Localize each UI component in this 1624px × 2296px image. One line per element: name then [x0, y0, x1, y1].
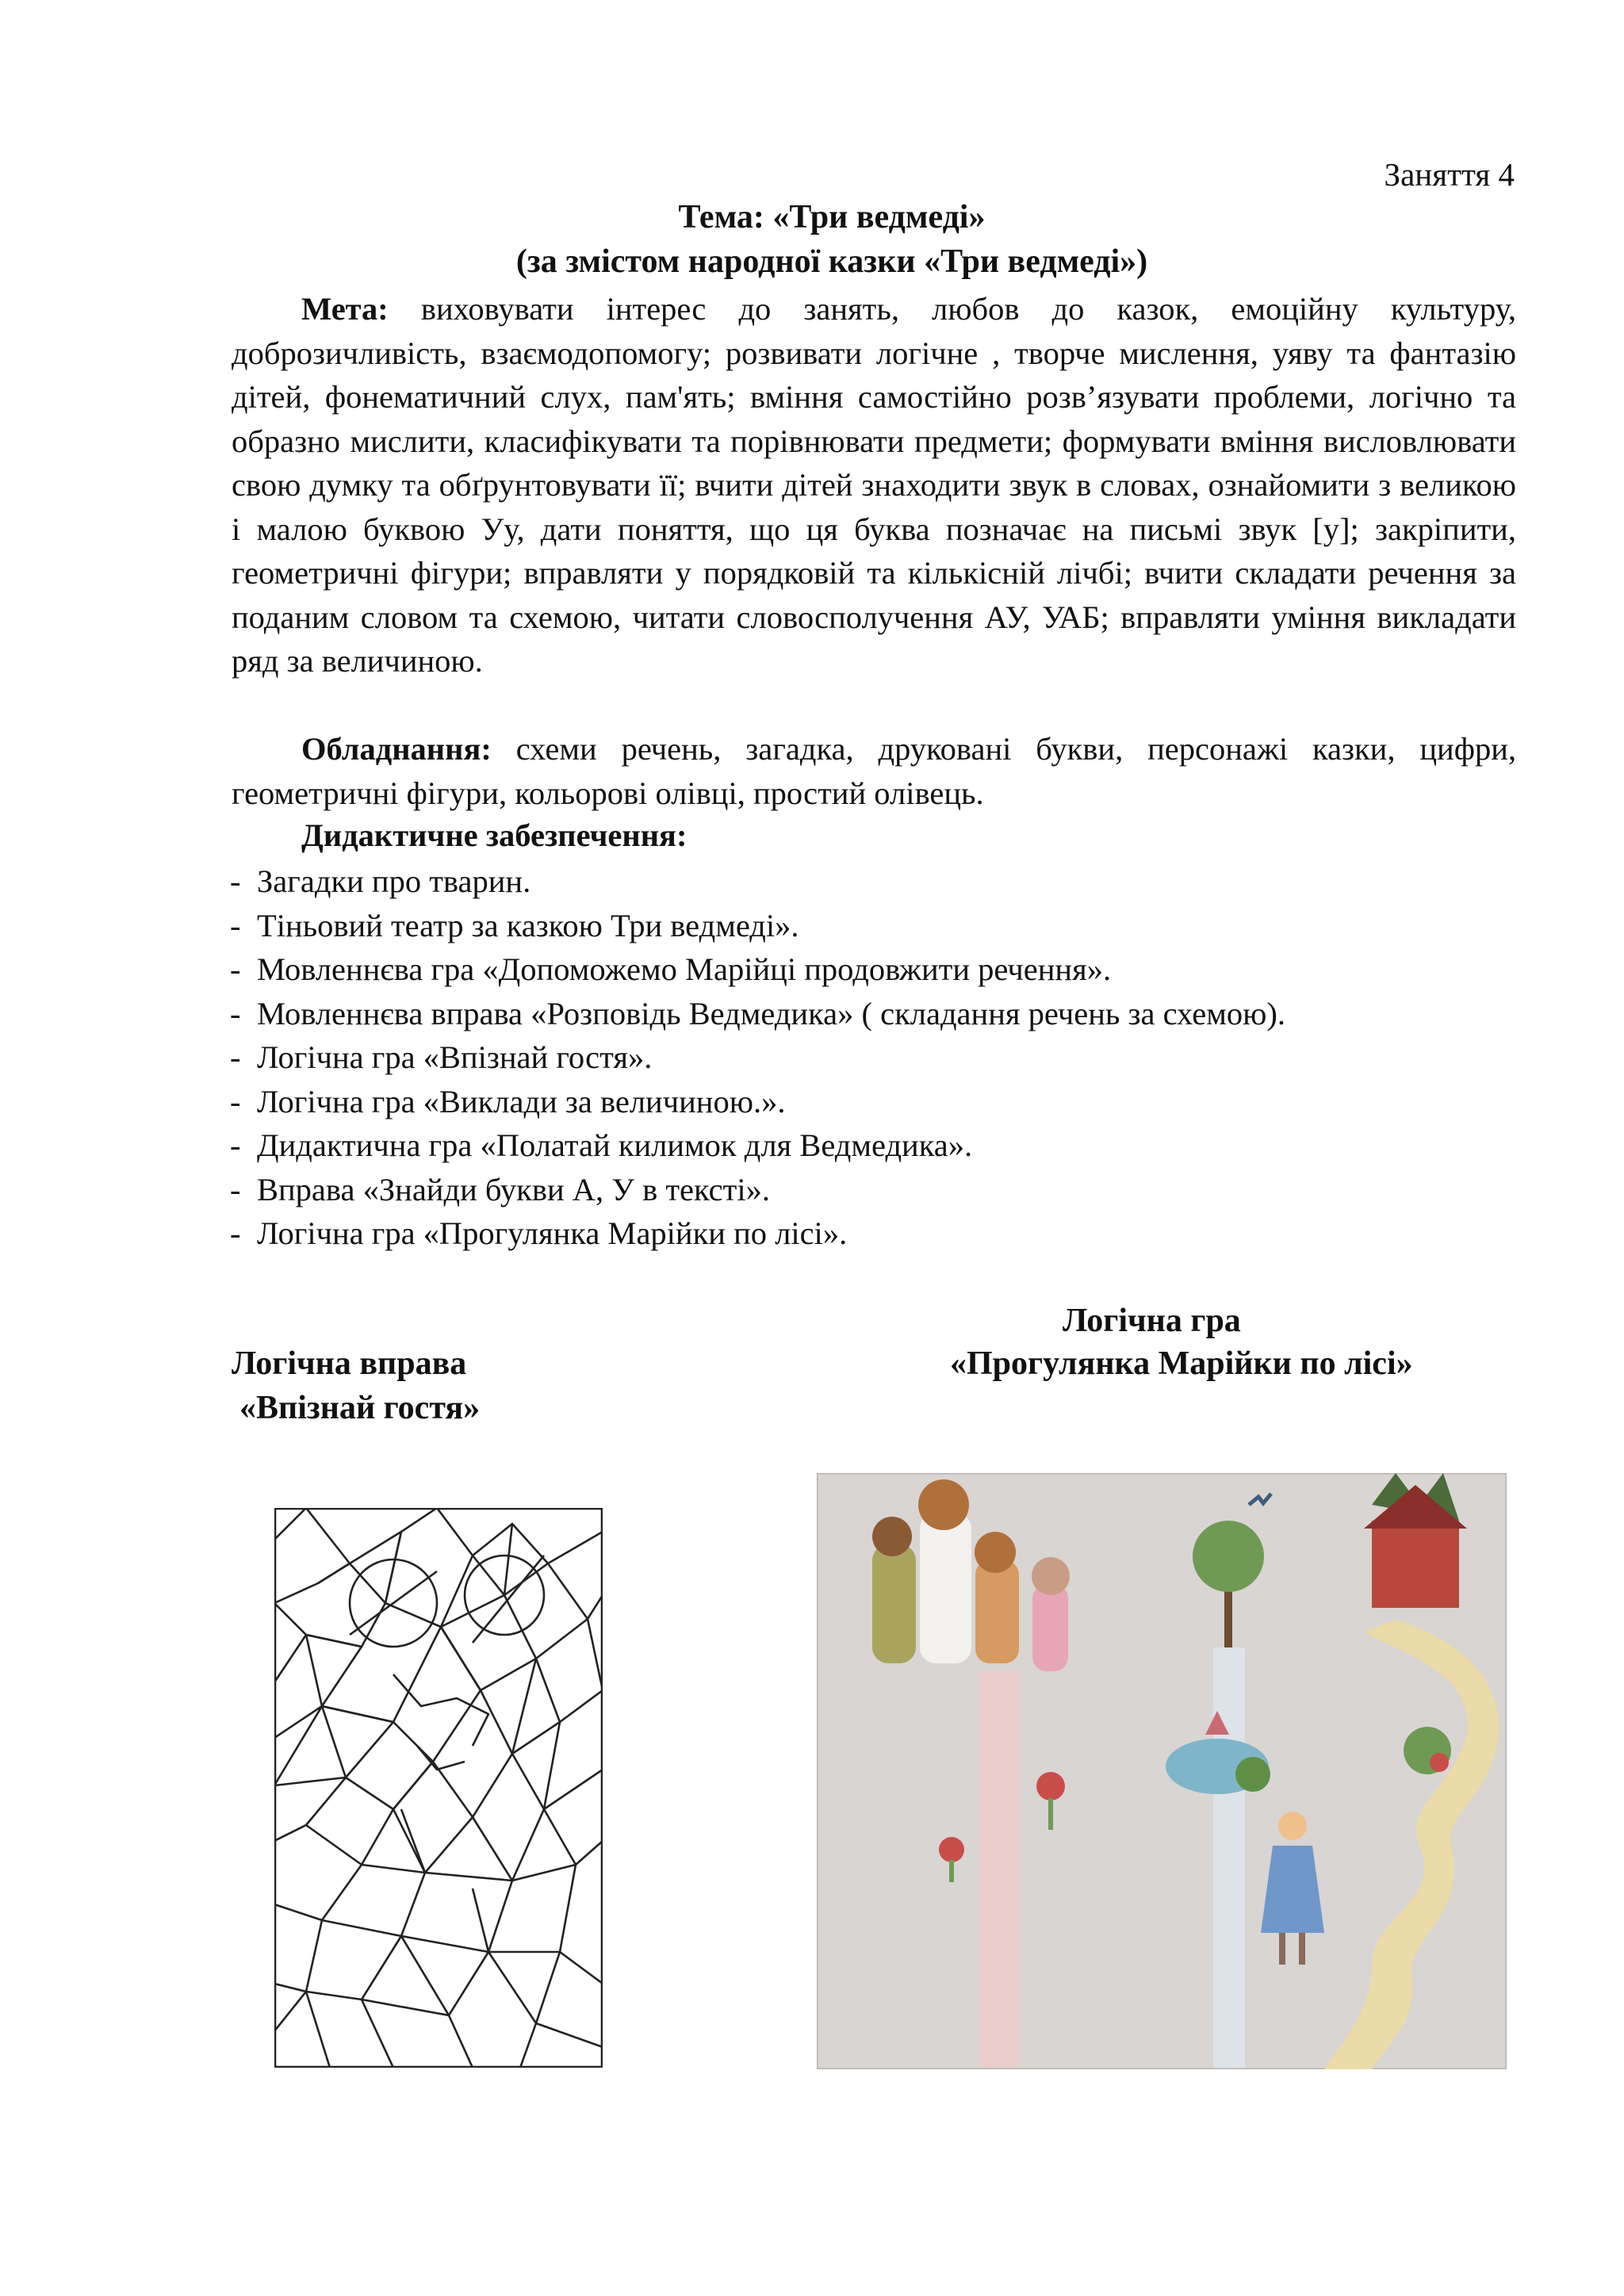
- list-item: - Тіньовий театр за казкою Три ведмеді».: [230, 907, 799, 943]
- equipment-label: Обладнання:: [301, 731, 492, 767]
- list-item: - Загадки про тварин.: [230, 863, 531, 899]
- list-item: - Логічна гра «Прогулянка Марійки по лісі».: [230, 1215, 848, 1251]
- mosaic-puzzle-image: [274, 1508, 603, 2068]
- list-item: - Логічна гра «Впізнай гостя».: [230, 1039, 653, 1075]
- goal-label: Мета:: [301, 291, 389, 327]
- list-item: - Дидактична гра «Полатай килимок для Ведмедика».: [230, 1127, 973, 1163]
- lesson-title: Тема: «Три ведмеді»: [678, 199, 986, 235]
- list-item: - Мовленнєва вправа «Розповідь Ведмедика» ( складання речень за схемою).: [230, 995, 1285, 1031]
- didactic-list: [230, 859, 1285, 1256]
- didactic-heading: Дидактичне забезпечення:: [301, 817, 688, 853]
- equipment-text: схеми речень, загадка, друковані букви, персонажі казки, цифри, геометричні фігури, кольорові олівці, простий олівець.: [232, 731, 1516, 811]
- right-caption-title: Логічна гра: [1063, 1303, 1241, 1339]
- lesson-number: Заняття 4: [1384, 156, 1515, 193]
- list-item: - Вправа «Знайди букви А, У в тексті».: [230, 1171, 770, 1207]
- equipment-paragraph: [232, 727, 1516, 815]
- forest-walk-photo: [817, 1473, 1507, 2069]
- right-caption-name: «Прогулянка Марійки по лісі»: [950, 1345, 1413, 1382]
- list-item: - Логічна гра «Виклади за величиною.».: [230, 1083, 786, 1119]
- lesson-subtitle: (за змістом народної казки «Три ведмеді»): [515, 243, 1148, 280]
- goal-text: виховувати інтерес до занять, любов до казок, емоційну культуру, доброзичливість, взаємодопомогу; розвивати логічне , творче мислення, уяву та фантазію дітей, фонематичний слух, пам'ять; вміння самостійно розв’язувати проблеми, логічно та образно мислити, класифікувати та порівнювати предмети; формувати вміння висловлювати свою думку та обґрунтовувати її; вчити дітей знаходити звук в словах, ознайомити з великою і малою буквою Уу, дати поняття, що ця буква позначає на письмі звук [у]; закріпити, геометричні фігури; вправляти у порядковій та кількісній лічбі; вчити складати речення за поданим словом та схемою, читати словосполучення АУ, УАБ; вправляти уміння викладати ряд за величиною.: [232, 291, 1516, 679]
- left-caption-name: «Впізнай гостя»: [239, 1390, 481, 1426]
- left-caption-title: Логічна вправа: [232, 1345, 467, 1382]
- goal-paragraph: [232, 287, 1516, 683]
- list-item: - Мовленнєва гра «Допоможемо Марійці продовжити речення».: [230, 951, 1112, 987]
